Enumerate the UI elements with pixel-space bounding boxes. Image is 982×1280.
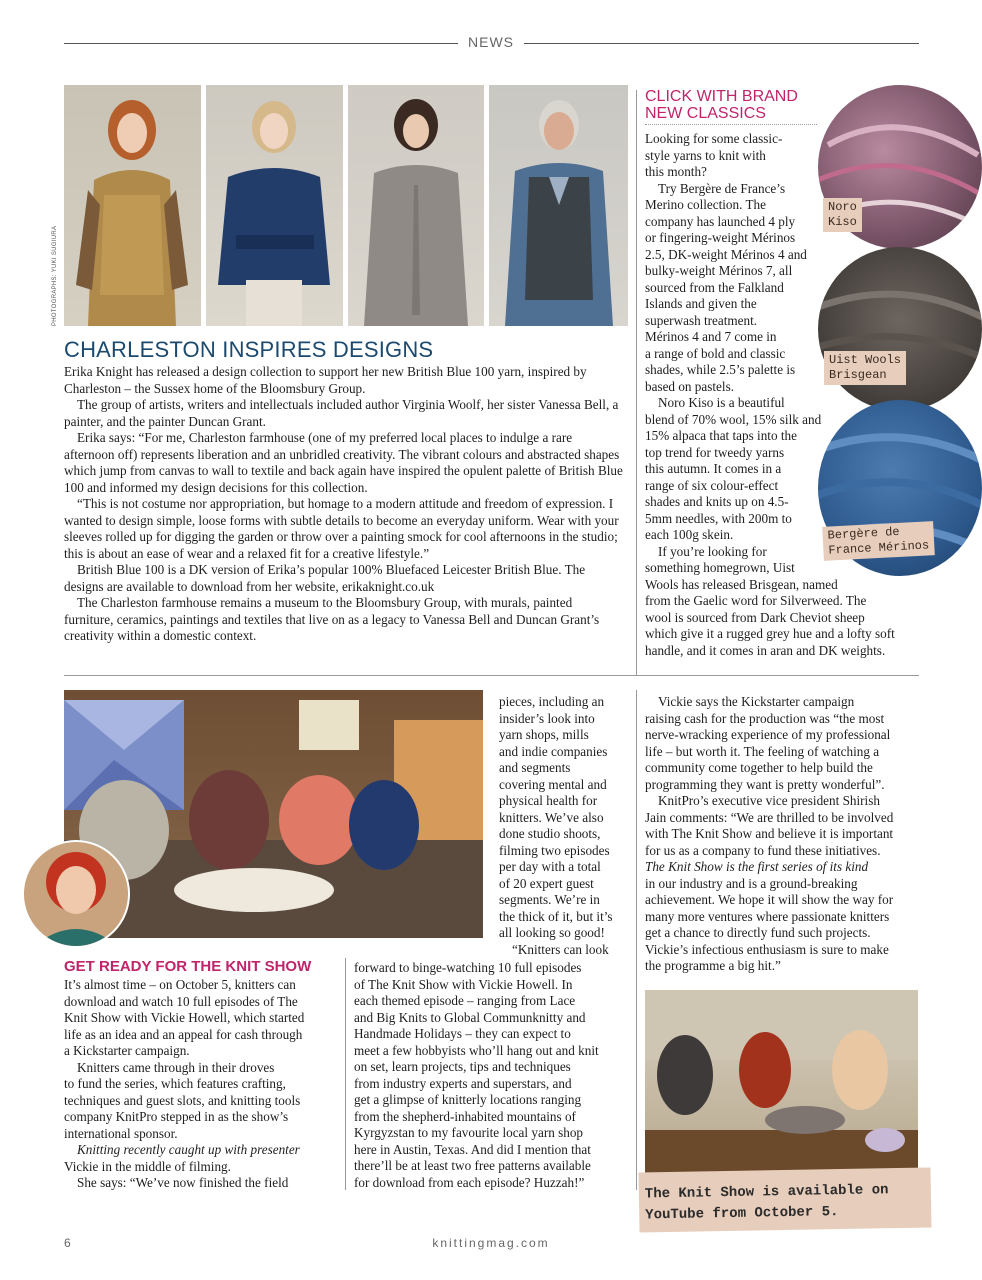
- charleston-paragraph: Erika Knight has released a design collection to support her new British Blue 100 yarn, inspired by Charleston – the Sussex home of the Bloomsbury Group.: [64, 364, 587, 396]
- charleston-body: [64, 364, 624, 645]
- charleston-paragraph: British Blue 100 is a DK version of Erika’s popular 100% Bluefaced Leicester British Blue. The designs are available to download from her website, erikaknight.co.uk: [64, 562, 586, 594]
- column-divider: [636, 90, 637, 675]
- knit-show-col1: It’s almost time – on October 5, knitters can download and watch 10 full episodes of The Knit Show with Vickie Howell, which started life as an idea and an appeal for cash through a Kickstarter campaign. Knitters came through in their droves to fund the series, which features crafting, techniques and guest slots, and knitting tools company KnitPro stepped in as the show’s international sponsor. Knitting recently caught up with presenter Vickie in the middle of filming. She says: “We’ve now finished the field: [64, 977, 305, 1190]
- knit-show-col2-bottom: forward to binge-watching 10 full episodes of The Knit Show with Vickie Howell. In each themed episode – ranging from Lace and Big Knits to Global Communknitty and Handmade Holidays – they can expect to meet a few hobbyists who’ll hang out and knit on set, learn projects, tips and techniques from industry experts and superstars, and get a glimpse of knitterly locations ranging from the shepherd-inhabited mountains of Kyrgyzstan to my favourite local yarn shop here in Austin, Texas. And did I mention that there’ll be at least two free patterns available for download from each episode? Huzzah!”: [354, 960, 599, 1190]
- classics-body: Looking for some classic- style yarns to knit with this month? Try Bergère de France’s Merino collection. The company has launched 4 ply or fingering-weight Mérinos 2.5, DK-weight Mérinos 4 and bulky-weight Mérinos 7, all sourced from the Falkland Islands and given the superwash treatment. Mérinos 4 and 7 come in a range of bold and classic shades, while 2.5’s palette is based on pastels. Noro Kiso is a beautiful blend of 70% wool, 15% silk and 15% alpaca that taps into the top trend for tweedy yarns this autumn. It comes in a range of six colour-effect shades and knits up on 4.5- 5mm needles, with 200m to each 100g skein. If you’re looking for something homegrown, Uist Wools has released Brisgean, named from the Gaelic word for Silverweed. The wool is sourced from Dark Cheviot sheep which give it a rugged grey hue and a lofty soft handle, and it comes in aran and DK weights.: [645, 131, 895, 658]
- section-label: NEWS: [0, 34, 982, 50]
- page-number: 6: [64, 1236, 71, 1250]
- column-divider: [345, 958, 346, 1190]
- charleston-paragraph: The Charleston farmhouse remains a museum to the Bloomsbury Group, with murals, painted furniture, ceramics, paintings and textiles that live on as a legacy to Vanessa Bell and Duncan Grant’s creativity within a domestic context.: [64, 595, 600, 643]
- model-photo-1: [64, 85, 201, 326]
- knit-show-caption: The Knit Show is available on YouTube from October 5.: [644, 1182, 889, 1224]
- section-rule: [64, 675, 919, 676]
- model-photo-3: [348, 85, 484, 326]
- knit-show-set-photo: [645, 990, 918, 1175]
- model-photo-4: [489, 85, 628, 326]
- vickie-howell-portrait: [22, 840, 130, 948]
- classics-rule: [645, 124, 817, 125]
- knit-show-col3: Vickie says the Kickstarter campaign raising cash for the production was “the most nerve-wracking experience of my professional life – but worth it. The feeling of watching a community come together to help build the programming they want is pretty wonderful”. KnitPro’s executive vice president Shirish Jain comments: “We are thrilled to be involved with The Knit Show and believe it is important for us as a company to fund these initiatives. The Knit Show is the first series of its kind in our industry and is a ground-breaking achievement. We hope it will show the way for many more ventures where passionate knitters get a chance to directly fund such projects. Vickie’s infectious enthusiasm is sure to make the programme a big hit.”: [645, 694, 894, 973]
- noro-kiso-tag: Noro Kiso: [823, 198, 862, 232]
- charleston-headline: CHARLESTON INSPIRES DESIGNS: [64, 337, 434, 362]
- knit-show-headline: GET READY FOR THE KNIT SHOW: [64, 958, 312, 975]
- caption-tape: [638, 1167, 931, 1232]
- charleston-paragraph: Erika says: “For me, Charleston farmhouse (one of my preferred local places to indulge a rare afternoon off) represents liberation and an unbridled creativity. The vibrant colours and abstracted shapes which jump from canvas to wall to textile and back again have inspired the opulent palette of British Blue 100 and informed my design decisions for this collection.: [64, 430, 623, 495]
- knit-show-col2-top: pieces, including an insider’s look into yarn shops, mills and indie companies and segments covering mental and physical health for knitters. We’ve also done studio shoots, filming two episodes per day with a total of 20 expert guest segments. We’re in the thick of it, but it’s all looking so good! “Knitters can look: [499, 694, 613, 957]
- photo-credit: PHOTOGRAPHS: YUKI SUGIURA: [52, 225, 58, 326]
- website-footer: knittingmag.com: [432, 1236, 550, 1250]
- charleston-paragraph: The group of artists, writers and intellectuals included author Virginia Woolf, her sister Vanessa Bell, a painter, and the painter Duncan Grant.: [64, 397, 619, 429]
- model-photo-2: [206, 85, 343, 326]
- charleston-paragraph: “This is not costume nor appropriation, but homage to a modern attitude and freedom of expression. I wanted to design simple, loose forms with subtle details to become an everyday uniform. Wear with your sleeves rolled up for digging the garden or throw over a painting smock for cool afternoons in the studio; this is about an ease of wear and a relaxed fit for a creative lifestyle.”: [64, 496, 619, 561]
- bergere-merinos-tag: Bergère de France Mérinos: [822, 521, 934, 561]
- classics-headline: CLICK WITH BRAND NEW CLASSICS: [645, 88, 798, 122]
- column-divider: [636, 690, 637, 1190]
- uist-brisgean-tag: Uist Wools Brisgean: [824, 351, 906, 385]
